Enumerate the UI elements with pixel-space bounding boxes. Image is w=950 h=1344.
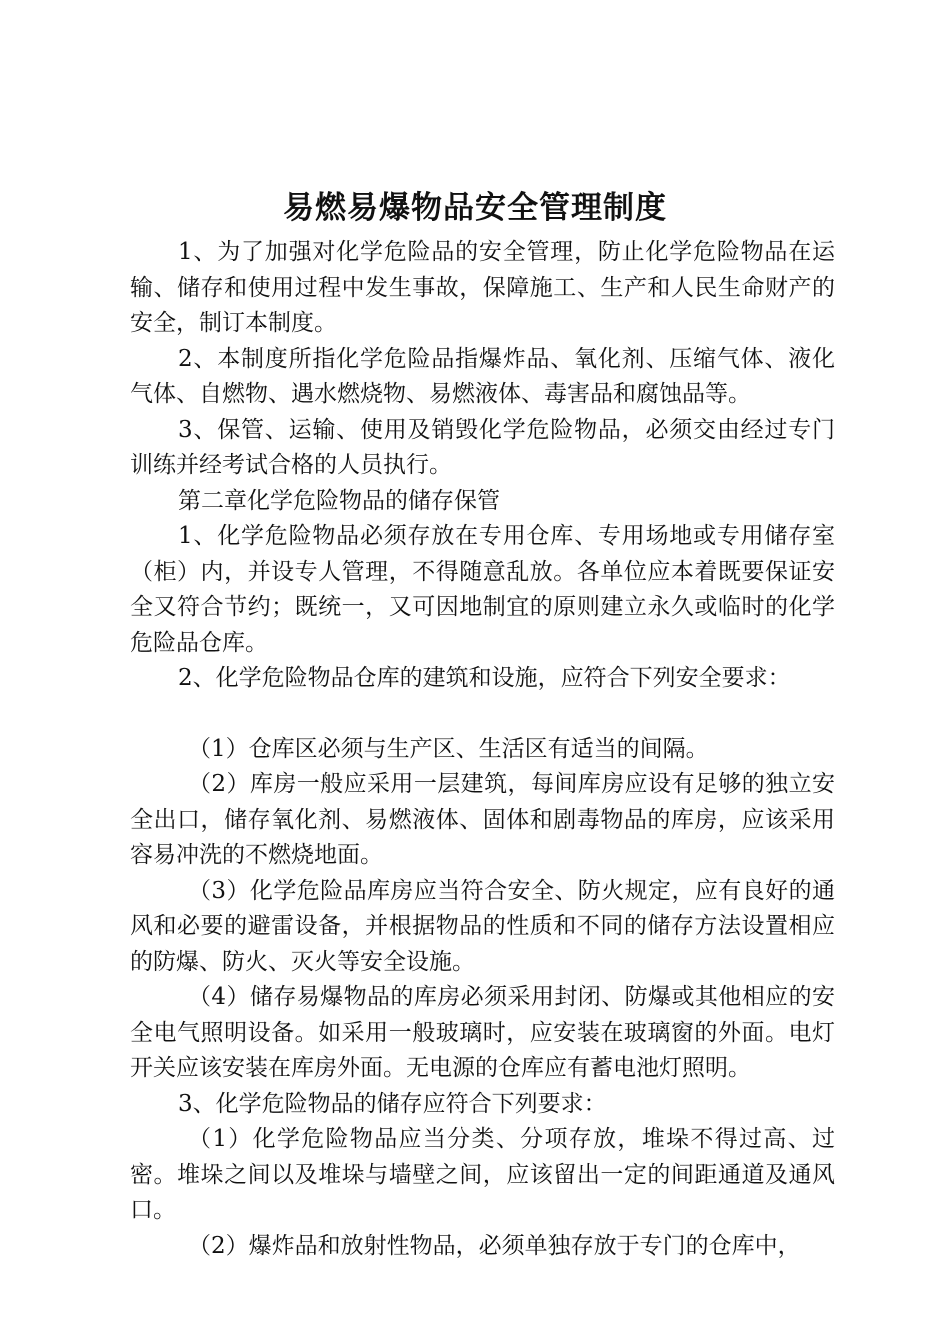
subitem-2-2: （2）库房一般应采用一层建筑，每间库房应设有足够的独立安全出口，储存氧化剂、易燃液体、固体和剧毒物品的库房，应该采用容易冲洗的不燃烧地面。 [130, 771, 835, 868]
subitem-2-4: （4）储存易爆物品的库房必须采用封闭、防爆或其他相应的安全电气照明设备。如采用一般玻璃时，应安装在玻璃窗的外面。电灯开关应该安装在库房外面。无电源的仓库应有蓄电池灯照明。 [130, 984, 835, 1081]
paragraph-3: 3、保管、运输、使用及销毁化学危险物品，必须交由经过专门训练并经考试合格的人员执行。 [130, 416, 835, 478]
paragraph-2: 2、本制度所指化学危险品指爆炸品、氧化剂、压缩气体、液化气体、自燃物、遇水燃烧物、易燃液体、毒害品和腐蚀品等。 [130, 345, 835, 407]
chapter-heading: 第二章化学危险物品的储存保管 [178, 487, 500, 514]
paragraph-storage-1: 1、化学危险物品必须存放在专用仓库、专用场地或专用储存室（柜）内，并设专人管理，不得随意乱放。各单位应本着既要保证安全又符合节约；既统一，又可因地制宜的原则建立永久或临时的化学危险品仓库。 [130, 523, 835, 656]
subitem-3-1: （1）化学危险物品应当分类、分项存放，堆垛不得过高、过密。堆垛之间以及堆垛与墙壁之间，应该留出一定的间距通道及通风口。 [130, 1126, 835, 1223]
paragraph-storage-3: 3、化学危险物品的储存应符合下列要求： [178, 1090, 607, 1117]
document-body [130, 235, 835, 1264]
blank-line [130, 697, 835, 732]
paragraph-1: 1、为了加强对化学危险品的安全管理，防止化学危险物品在运输、储存和使用过程中发生事故，保障施工、生产和人民生命财产的安全，制订本制度。 [130, 239, 835, 336]
subitem-2-1: （1）仓库区必须与生产区、生活区有适当的间隔。 [188, 735, 709, 762]
paragraph-storage-2: 2、化学危险物品仓库的建筑和设施，应符合下列安全要求： [178, 665, 791, 691]
subitem-2-3: （3）化学危险品库房应当符合安全、防火规定，应有良好的通风和必要的避雷设备，并根据物品的性质和不同的储存方法设置相应的防爆、防火、灭火等安全设施。 [130, 877, 835, 975]
subitem-3-2: （2）爆炸品和放射性物品，必须单独存放于专门的仓库中， [188, 1232, 801, 1259]
document-title: 易燃易爆物品安全管理制度 [283, 190, 667, 226]
